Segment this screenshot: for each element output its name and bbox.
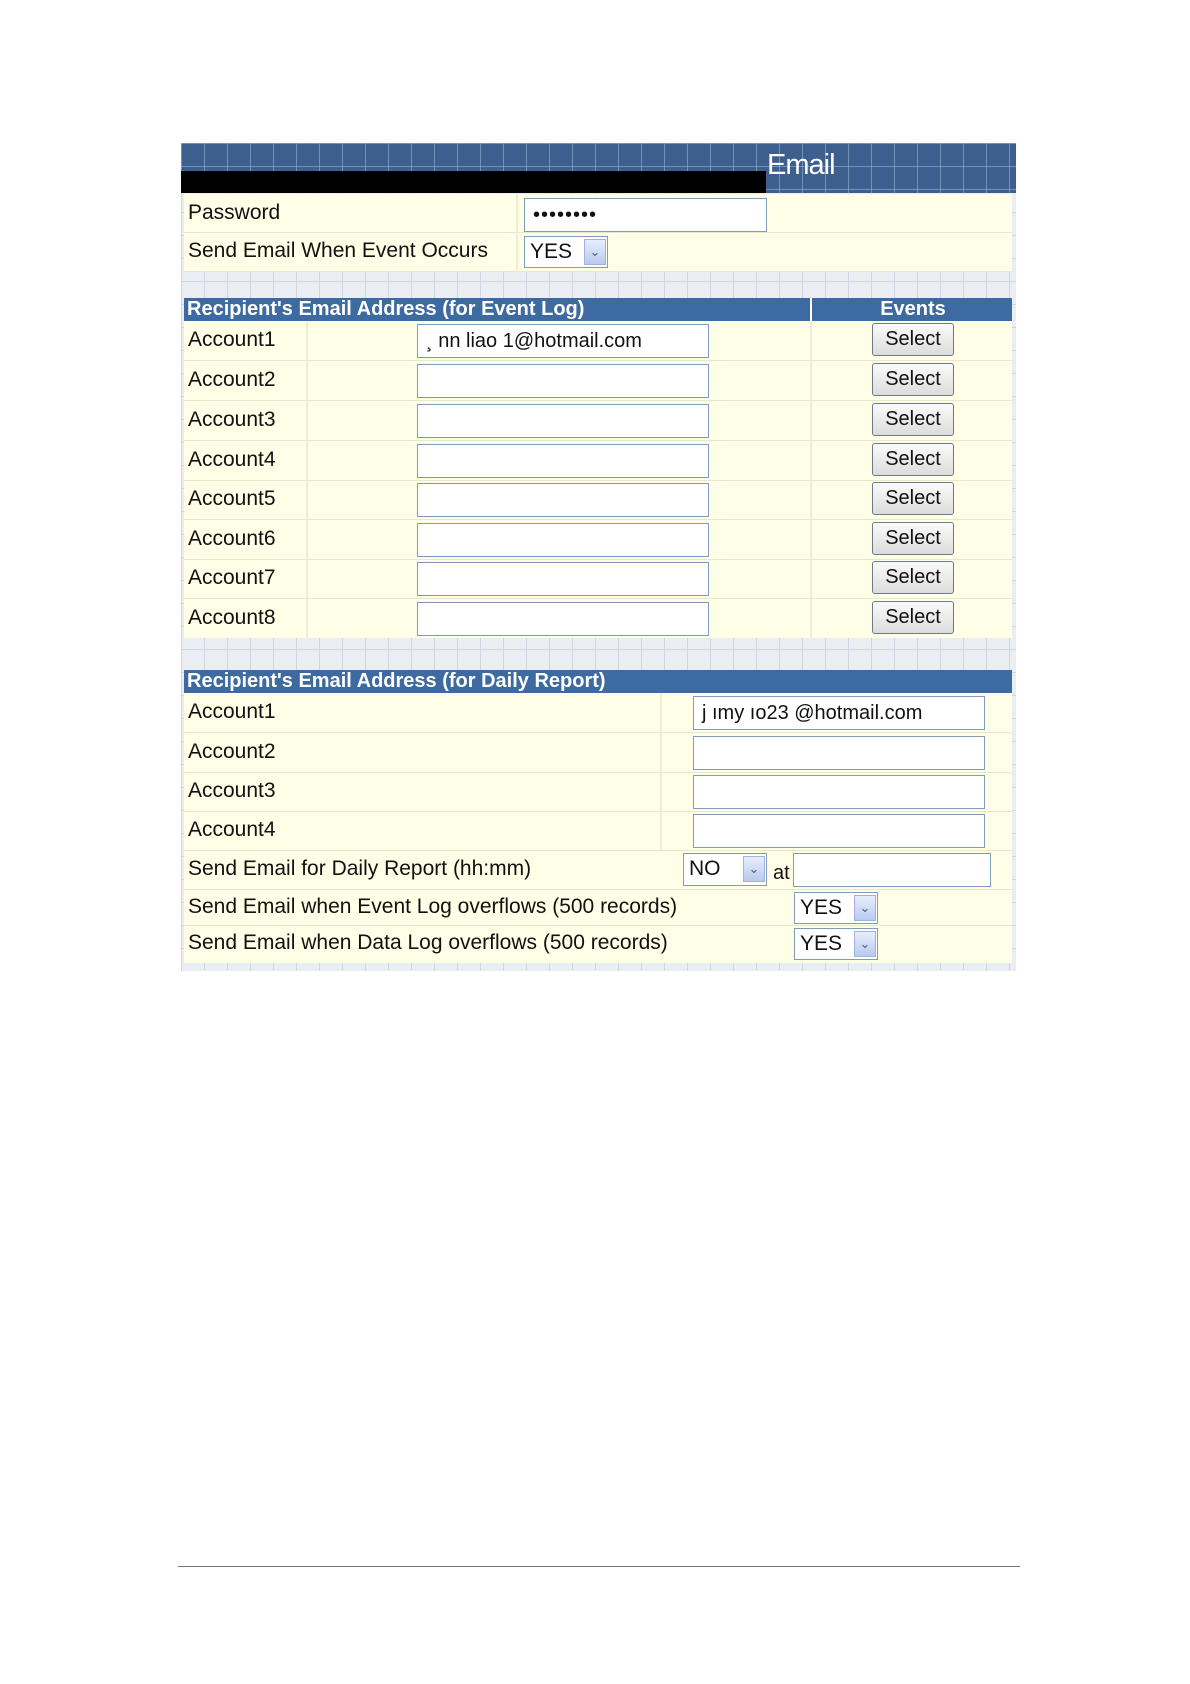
event-log-section-title: Recipient's Email Address (for Event Log): [187, 298, 585, 320]
event-account-label: Account5: [188, 487, 276, 510]
data-overflow-value: YES: [800, 932, 843, 955]
daily-account-row: [184, 733, 1012, 773]
email-settings-panel: [181, 143, 1016, 971]
send-daily-report-select[interactable]: [683, 853, 767, 886]
column-divider: [516, 194, 518, 232]
daily-account-email-input[interactable]: [693, 775, 985, 809]
event-account-label: Account4: [188, 448, 276, 471]
daily-report-section-header: [184, 670, 1012, 693]
event-account-row: [184, 401, 1012, 441]
event-account-email-input[interactable]: [417, 364, 709, 398]
daily-account-email-input[interactable]: [693, 736, 985, 770]
event-account-row: [184, 361, 1012, 401]
event-account-email-input[interactable]: [417, 404, 709, 438]
event-account-row: [184, 441, 1012, 481]
daily-account-label: Account1: [188, 700, 276, 723]
event-account-label: Account8: [188, 606, 276, 629]
data-overflow-row: [184, 926, 1012, 962]
event-log-section-header: [184, 298, 1012, 321]
event-account-select-button[interactable]: Select: [872, 522, 954, 555]
header-black-strip: [181, 171, 766, 193]
data-overflow-label: Send Email when Data Log overflows (500 records): [188, 931, 668, 954]
event-account-row: [184, 599, 1012, 638]
daily-account-row: [184, 693, 1012, 733]
event-account-select-button[interactable]: Select: [872, 363, 954, 396]
send-on-event-row: [184, 233, 1012, 272]
send-daily-report-label: Send Email for Daily Report (hh:mm): [188, 857, 532, 880]
event-account-label: Account2: [188, 368, 276, 391]
daily-report-time-input[interactable]: [793, 853, 991, 887]
event-overflow-label: Send Email when Event Log overflows (500 records): [188, 895, 678, 918]
event-account-email-input[interactable]: [417, 562, 709, 596]
send-on-event-select[interactable]: [524, 236, 608, 268]
daily-account-label: Account4: [188, 818, 276, 841]
event-account-row: [184, 520, 1012, 560]
event-account-email-input[interactable]: [417, 444, 709, 478]
event-log-accounts: [184, 321, 1012, 638]
chevron-down-icon[interactable]: ⌄: [854, 931, 876, 957]
event-account-select-button[interactable]: Select: [872, 482, 954, 515]
chevron-down-icon[interactable]: ⌄: [584, 239, 606, 265]
event-account-email-input[interactable]: ¸ nn liao 1@hotmail.com: [417, 324, 709, 358]
event-account-email-input[interactable]: [417, 602, 709, 636]
event-overflow-select[interactable]: [794, 892, 878, 924]
chevron-down-icon[interactable]: ⌄: [854, 895, 876, 921]
chevron-down-icon[interactable]: ⌄: [743, 856, 765, 882]
daily-report-settings: [184, 693, 1012, 963]
daily-account-email-input[interactable]: j ımy ıo23 @hotmail.com: [693, 696, 985, 730]
event-account-row: [184, 480, 1012, 520]
daily-account-label: Account2: [188, 740, 276, 763]
event-account-label: Account6: [188, 527, 276, 550]
event-account-select-button[interactable]: Select: [872, 443, 954, 476]
daily-account-row: [184, 811, 1012, 851]
event-account-select-button[interactable]: Select: [872, 323, 954, 356]
general-settings: [184, 194, 1012, 272]
at-label: at: [773, 862, 790, 884]
event-account-row: [184, 559, 1012, 599]
column-divider: [516, 233, 518, 271]
event-overflow-value: YES: [800, 896, 843, 919]
password-field[interactable]: ••••••••: [524, 198, 767, 232]
password-label: Password: [188, 201, 281, 224]
footer-divider: [178, 1566, 1020, 1567]
page-title: Email: [767, 149, 835, 181]
event-overflow-row: [184, 890, 1012, 926]
event-account-row: [184, 321, 1012, 361]
event-account-email-input[interactable]: [417, 523, 709, 557]
event-account-label: Account7: [188, 566, 276, 589]
daily-account-label: Account3: [188, 779, 276, 802]
send-on-event-label: Send Email When Event Occurs: [188, 239, 488, 262]
event-account-label: Account3: [188, 408, 276, 431]
events-column-header: Events: [810, 298, 1014, 321]
email-header: [181, 143, 1016, 193]
daily-account-row: [184, 772, 1012, 812]
send-daily-report-row: [184, 851, 1012, 890]
event-account-email-input[interactable]: [417, 483, 709, 517]
event-account-label: Account1: [188, 328, 276, 351]
send-on-event-value: YES: [530, 240, 573, 263]
daily-report-section-title: Recipient's Email Address (for Daily Report): [187, 670, 606, 692]
event-account-select-button[interactable]: Select: [872, 601, 954, 634]
daily-account-email-input[interactable]: [693, 814, 985, 848]
event-account-select-button[interactable]: Select: [872, 561, 954, 594]
event-account-select-button[interactable]: Select: [872, 403, 954, 436]
password-row: [184, 194, 1012, 233]
data-overflow-select[interactable]: [794, 928, 878, 960]
send-daily-report-value: NO: [689, 857, 721, 880]
